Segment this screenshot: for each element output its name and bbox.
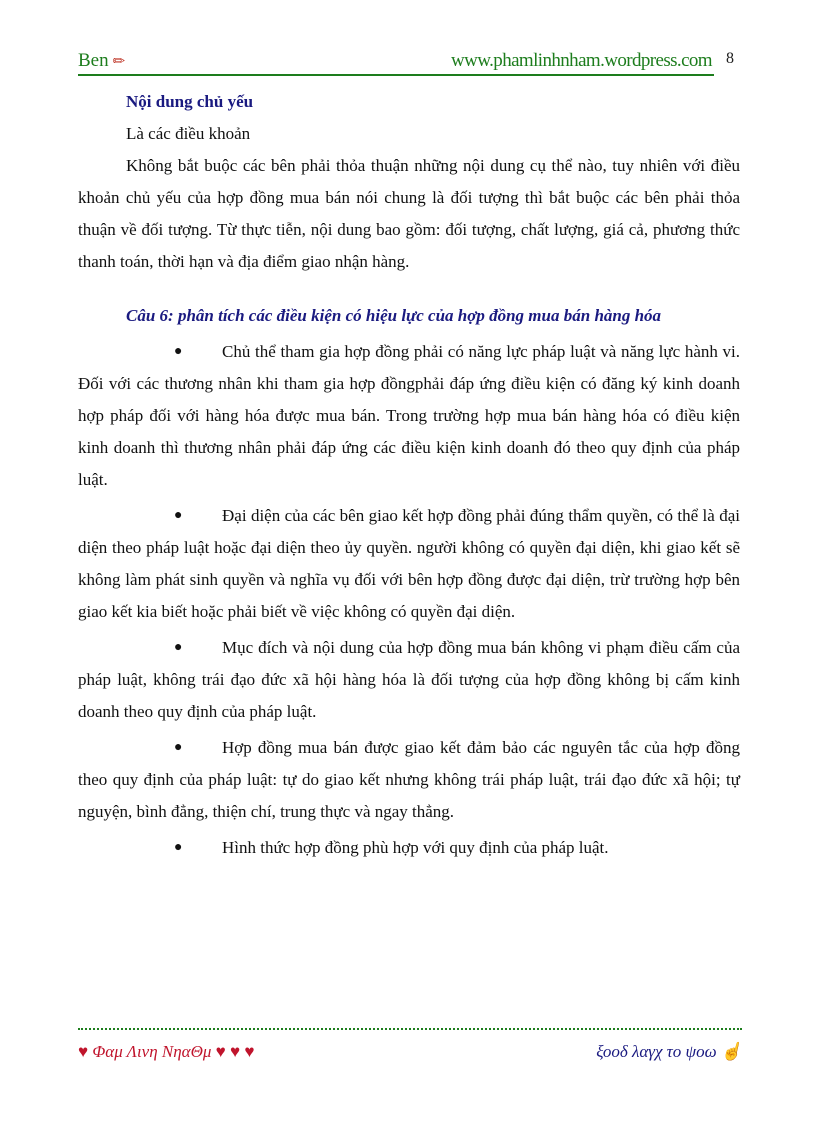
bullet-item: ● Chủ thể tham gia hợp đồng phải có năng lực pháp luật và năng lực hành vi. Đối với các thương nhân khi tham gia hợp đồngphải đáp ứng điều kiện có đăng ký kinh doanh hợp pháp đối với hàng hóa được mua bán. Trong trường hợp mua bán hàng hóa có điều kiện kinh doanh thì thương nhân phải đáp ứng các điều kiện kinh doanh đó theo quy định của pháp luật.: [78, 336, 740, 496]
bullet-icon: ●: [174, 508, 183, 523]
header-url[interactable]: www.phamlinhnham.wordpress.com: [451, 50, 712, 71]
heart-icon: ♥: [215, 1042, 226, 1061]
bullet-item: ● Đại diện của các bên giao kết hợp đồng phải đúng thẩm quyền, có thể là đại diện theo pháp luật hoặc đại diện theo ủy quyền. người không có quyền đại diện, khi giao kết sẽ không làm phát sinh quyền và nghĩa vụ đối với bên hợp đồng được đại diện, trừ trường hợp bên giao kết kia biết hoặc phải biết về việc không có quyền đại diện.: [78, 500, 740, 628]
heart-icon: ♥: [78, 1042, 89, 1061]
header-rule: [78, 74, 714, 76]
page-number: 8: [726, 50, 734, 67]
bullet-item: ● Hình thức hợp đồng phù hợp với quy định của pháp luật.: [78, 832, 740, 864]
page-footer: [78, 1028, 742, 1061]
heart-icon: ♥: [244, 1042, 255, 1061]
footer-dotted-rule: [78, 1028, 742, 1030]
bullet-icon: ●: [174, 640, 183, 655]
bullet-icon: ●: [174, 344, 183, 359]
question-title: Câu 6: phân tích các điều kiện có hiệu lực của hợp đồng mua bán hàng hóa: [126, 306, 662, 325]
bullet-icon: ●: [174, 740, 183, 755]
page-content: [78, 86, 740, 864]
section-heading: Nội dung chủ yếu: [126, 92, 254, 111]
section-paragraph: Không bắt buộc các bên phải thỏa thuận những nội dung cụ thể nào, tuy nhiên với điều khoản chủ yếu của hợp đồng mua bán nói chung là đối tượng thì bắt buộc các bên phải thỏa thuận về đối tượng. Từ thực tiễn, nội dung bao gồm: đối tượng, chất lượng, giá cả, phương thức thanh toán, thời hạn và địa điểm giao nhận hàng.: [78, 156, 740, 271]
bullet-icon: ●: [174, 840, 183, 855]
heart-icon: ♥: [230, 1042, 241, 1061]
page-header: [78, 48, 714, 76]
header-left: Ben ✏: [78, 50, 126, 71]
pencil-icon: ✏: [112, 54, 126, 70]
footer-left: ♥ Φαμ Λινη ΝηαΘμ ♥ ♥ ♥: [78, 1042, 255, 1061]
bullet-item: ● Hợp đồng mua bán được giao kết đảm bảo các nguyên tắc của hợp đồng theo quy định của pháp luật: tự do giao kết nhưng không trái pháp luật, trái đạo đức xã hội; tự nguyện, bình đẳng, thiện chí, trung thực và ngay thẳng.: [78, 732, 740, 828]
bullet-item: ● Mục đích và nội dung của hợp đồng mua bán không vi phạm điều cấm của pháp luật, không trái đạo đức xã hội hàng hóa là đối tượng của hợp đồng không bị cấm kinh doanh theo quy định của pháp luật.: [78, 632, 740, 728]
footer-right: ξοοδ λαγχ το ψοω ☝: [596, 1042, 742, 1061]
hand-pointer-icon: ☝: [720, 1042, 742, 1061]
section-subline: Là các điều khoản: [126, 124, 251, 143]
